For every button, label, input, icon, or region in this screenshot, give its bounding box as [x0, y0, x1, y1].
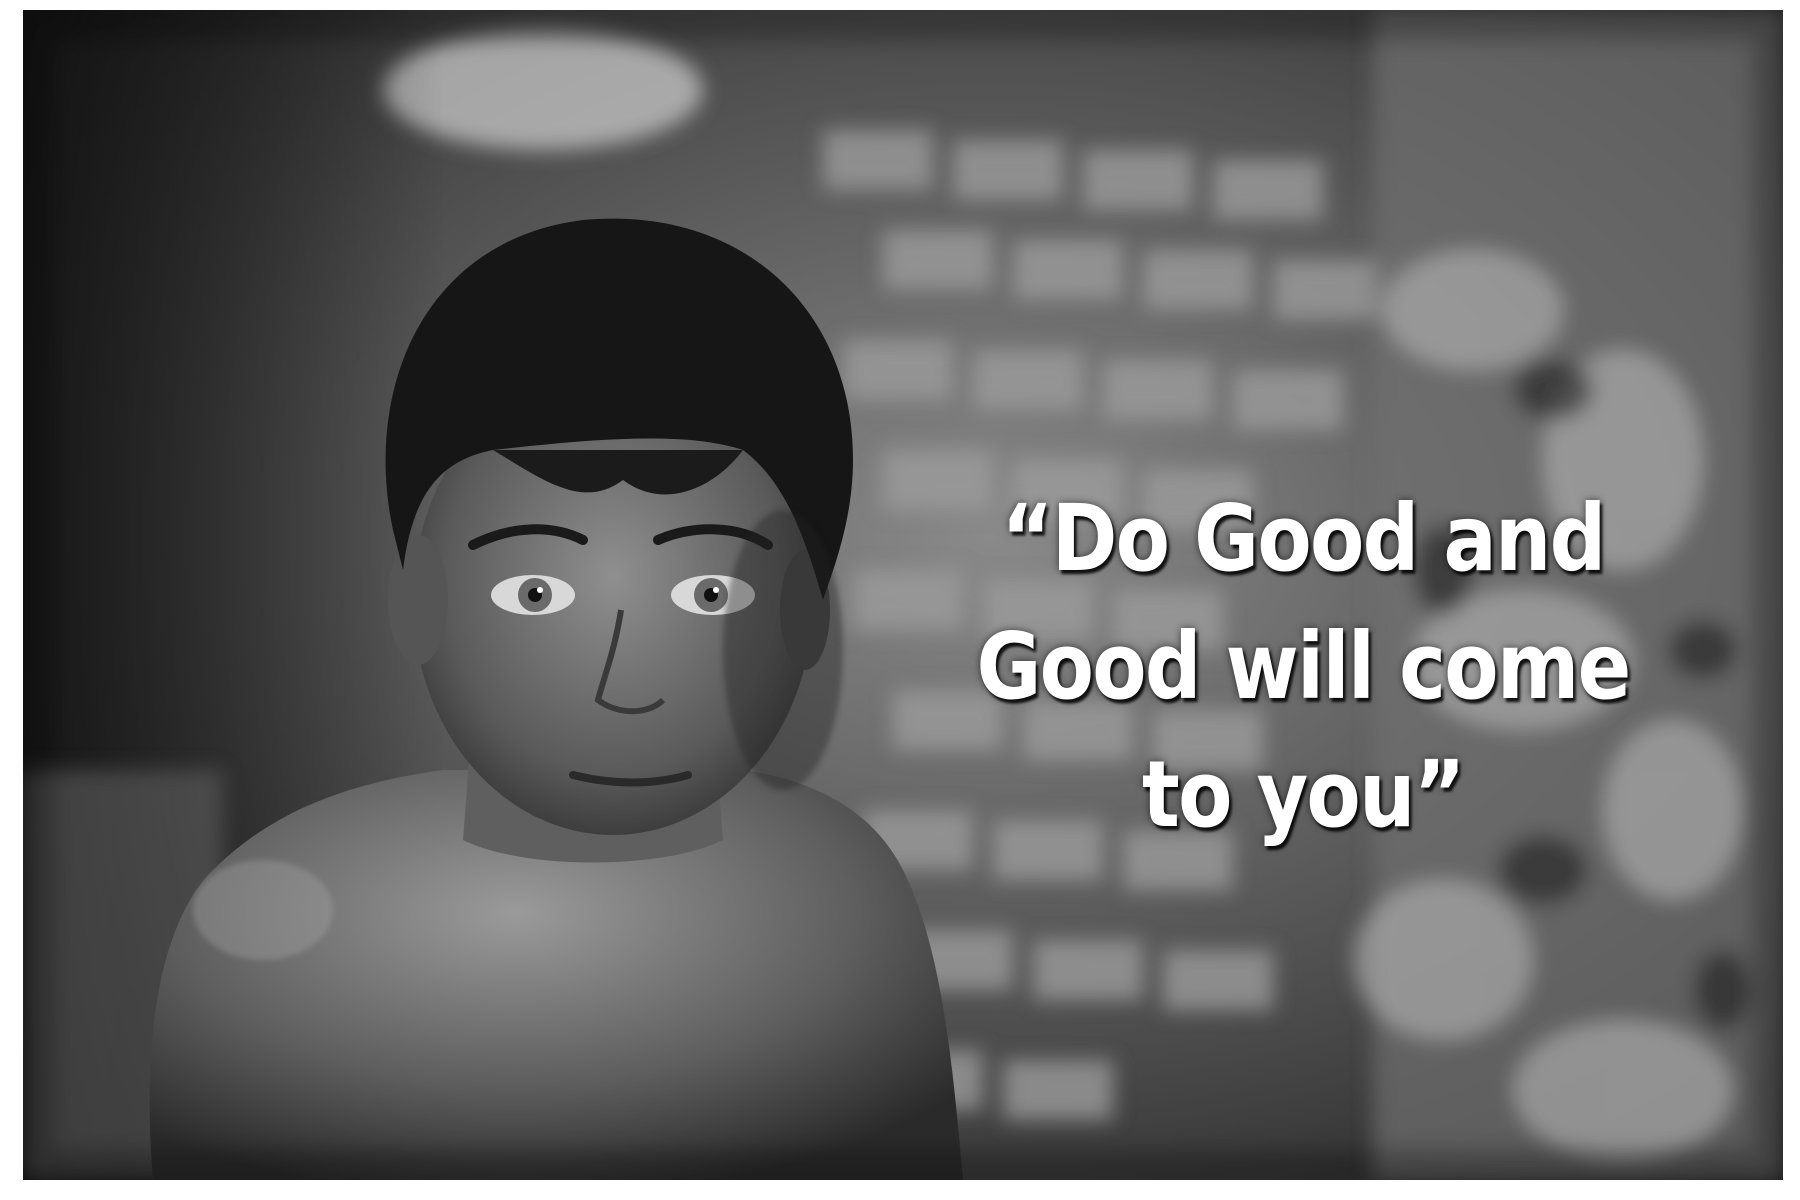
quote-text	[976, 475, 1630, 859]
quote-line-3: to you”	[1142, 741, 1464, 848]
quote-line-2: Good will come	[976, 613, 1630, 720]
quote-line-1: “Do Good and	[1001, 485, 1605, 592]
photo-frame	[23, 10, 1783, 1180]
